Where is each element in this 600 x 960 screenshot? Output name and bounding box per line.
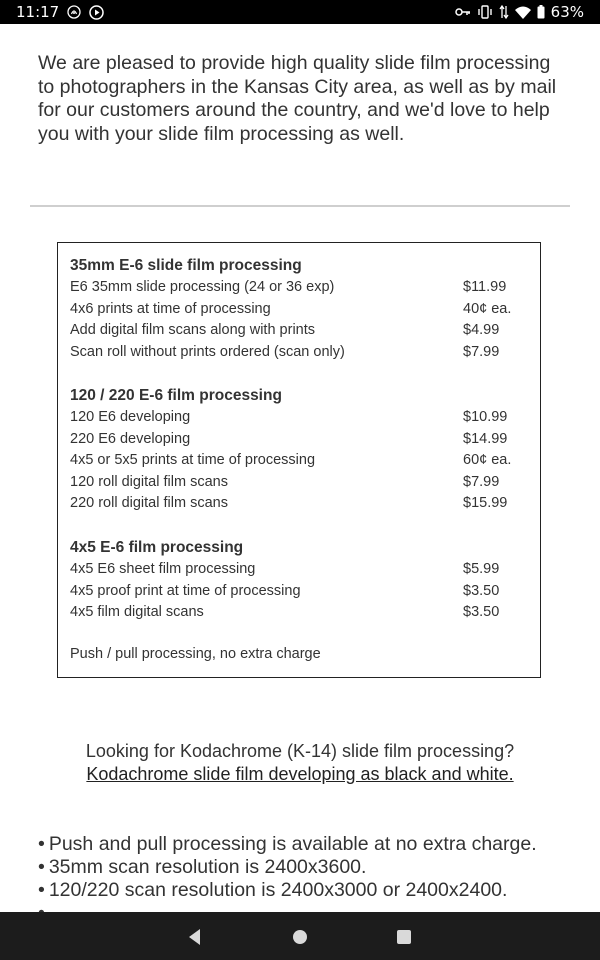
price-value: 60¢ ea.: [463, 452, 512, 468]
price-row: [70, 450, 530, 472]
price-value: $3.50: [463, 582, 500, 599]
bullet-text: Push and pull processing is available at no extra charge.: [48, 833, 537, 855]
key-icon: [455, 6, 471, 18]
price-row: [70, 472, 530, 494]
price-item: E6 35mm slide processing (24 or 36 exp): [70, 279, 335, 295]
status-left-group: [16, 0, 104, 24]
status-bar: [0, 0, 600, 24]
price-value: $14.99: [463, 430, 508, 447]
battery-icon: [537, 5, 545, 19]
price-item: 4x5 film digital scans: [70, 604, 204, 620]
section-title: 35mm E-6 slide film processing: [70, 257, 302, 274]
vibrate-icon: [477, 5, 493, 19]
price-value: $7.99: [463, 343, 500, 360]
kodachrome-link[interactable]: Kodachrome slide film developing as black and white.: [86, 764, 514, 784]
push-pull-note: Push / pull processing, no extra charge: [70, 646, 321, 662]
intro-paragraph: We are pleased to provide high quality slide film processing to photographers in the Kansas City area, as well as by mail for our customers around the country, and we'd love to help you with your slide film processing as well.: [38, 52, 557, 145]
price-row: [70, 493, 530, 515]
price-item: 4x5 proof print at time of processing: [70, 582, 301, 599]
section-divider: [30, 205, 570, 207]
price-item: 120 E6 developing: [70, 409, 191, 425]
section-title: 4x5 E-6 film processing: [70, 539, 244, 556]
price-item: 220 E6 developing: [70, 430, 191, 447]
price-value: $7.99: [463, 473, 500, 490]
price-row: [70, 407, 530, 429]
price-row: [70, 559, 530, 581]
list-item: • 35mm scan resolution is 2400x3600.: [38, 856, 367, 878]
price-row: [70, 320, 530, 342]
price-value: 40¢ ea.: [463, 300, 512, 317]
status-right-group: [455, 0, 584, 24]
bullet-text: 120/220 scan resolution is 2400x3000 or 2400x2400.: [48, 879, 508, 901]
price-row: [70, 299, 530, 321]
price-section-35mm: [70, 255, 530, 363]
price-item: 220 roll digital film scans: [70, 495, 228, 511]
price-row: [70, 277, 530, 299]
price-value: $4.99: [463, 322, 500, 338]
wifi-icon: [515, 6, 531, 19]
price-list-box: [57, 242, 541, 678]
price-value: $11.99: [463, 279, 507, 295]
home-icon[interactable]: [289, 926, 311, 948]
price-section-4x5: [70, 537, 530, 624]
price-item: 4x6 prints at time of processing: [70, 300, 271, 317]
price-row: [70, 429, 530, 451]
bullet-text: 35mm scan resolution is 2400x3600.: [48, 856, 367, 878]
price-value: $15.99: [463, 495, 508, 511]
price-item: Scan roll without prints ordered (scan only): [70, 343, 345, 360]
list-item: • 120/220 scan resolution is 2400x3000 or 2400x2400.: [38, 879, 508, 901]
price-row: [70, 581, 530, 603]
price-value: $3.50: [463, 604, 500, 620]
price-value: $5.99: [463, 561, 500, 577]
data-arrows-icon: [499, 5, 509, 19]
price-item: 4x5 E6 sheet film processing: [70, 561, 256, 577]
price-section-120-220: [70, 385, 530, 515]
price-item: 120 roll digital film scans: [70, 473, 228, 490]
battery-percent: 63%: [550, 3, 584, 21]
back-icon[interactable]: [184, 926, 206, 948]
media-play-icon: [89, 5, 104, 20]
price-row: [70, 342, 530, 364]
hotspot-icon: [67, 5, 81, 19]
price-value: $10.99: [463, 409, 508, 425]
kodachrome-question: Looking for Kodachrome (K-14) slide film processing?: [85, 741, 515, 761]
price-item: Add digital film scans along with prints: [70, 322, 316, 338]
kodachrome-block: [0, 740, 600, 786]
section-title: 120 / 220 E-6 film processing: [70, 387, 282, 404]
price-row: [70, 602, 530, 624]
list-item: • Push and pull processing is available at no extra charge.: [38, 833, 537, 855]
system-nav-bar: [0, 912, 600, 960]
status-time: 11:17: [16, 3, 60, 21]
recents-icon[interactable]: [393, 926, 415, 948]
price-item: 4x5 or 5x5 prints at time of processing: [70, 452, 316, 468]
